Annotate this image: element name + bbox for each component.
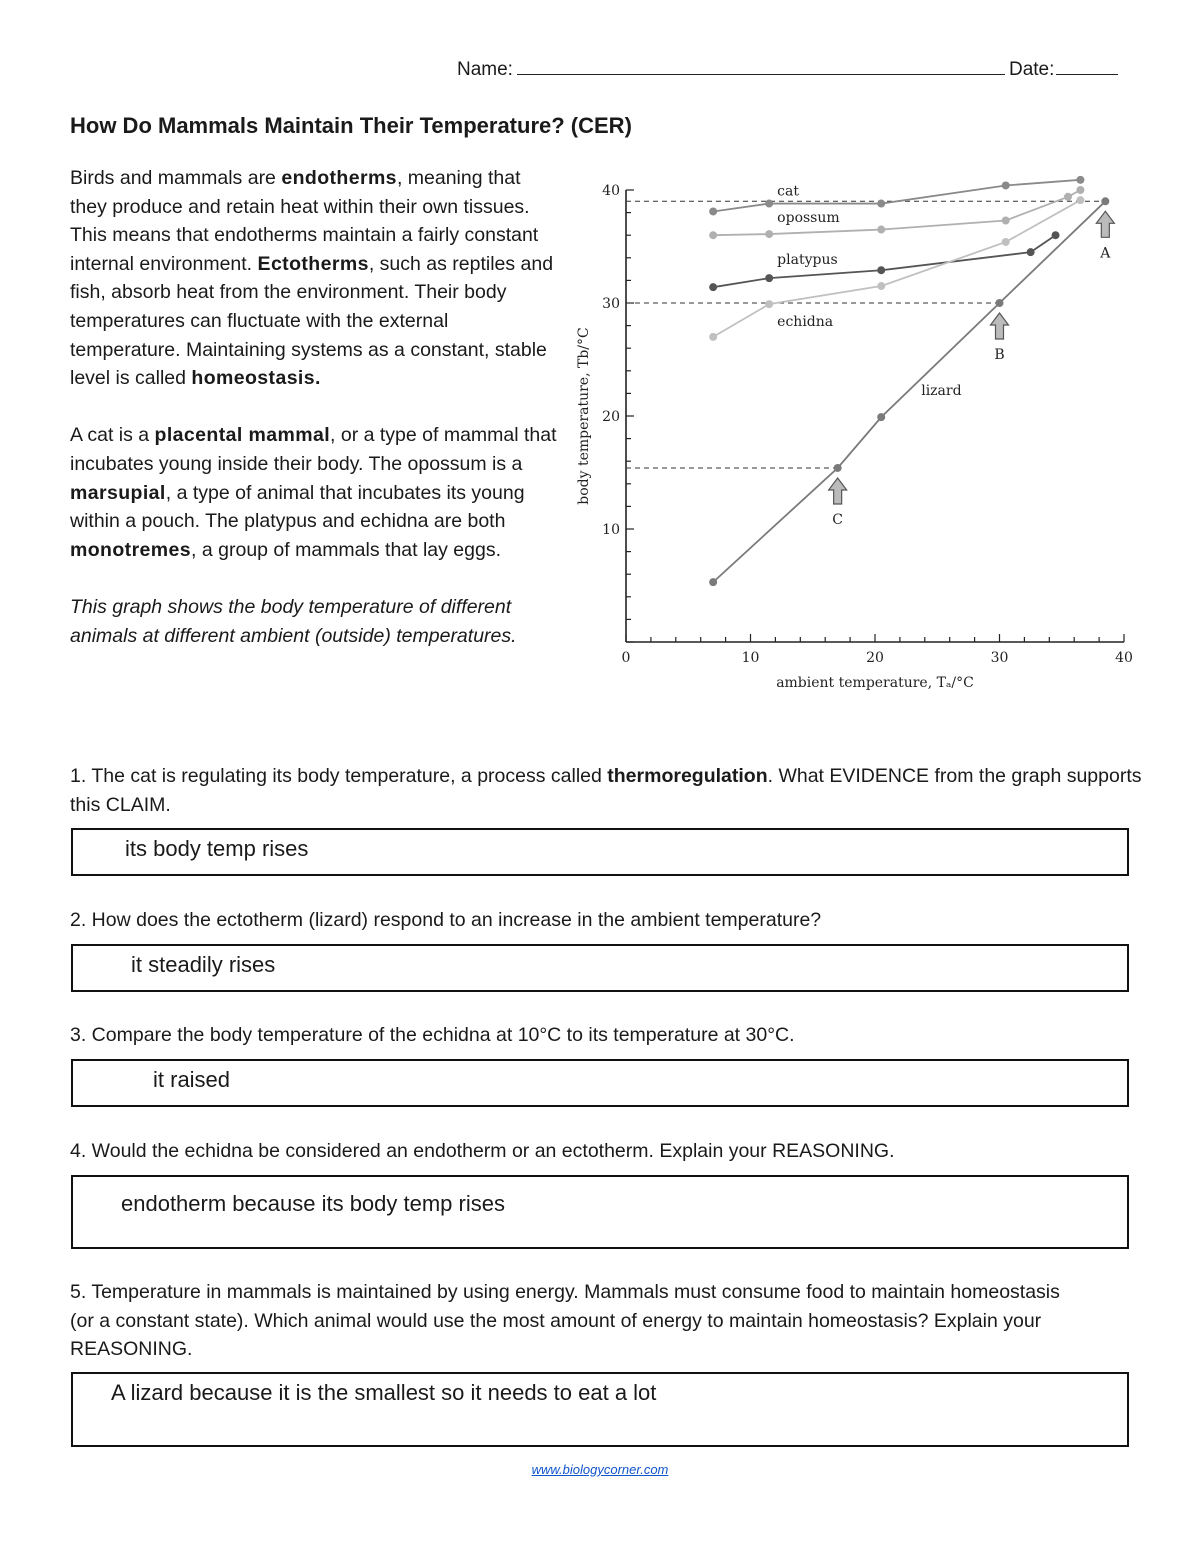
- data-point-lizard: [709, 578, 717, 586]
- data-point-lizard: [877, 413, 885, 421]
- page-title: How Do Mammals Maintain Their Temperature? (CER): [70, 113, 632, 138]
- question-3: 3. Compare the body temperature of the echidna at 10°C to its temperature at 30°C.: [70, 1024, 795, 1046]
- name-label: Name:: [457, 59, 513, 80]
- temperature-chart: [560, 160, 1150, 700]
- data-point-opossum: [1064, 193, 1072, 201]
- data-point-echidna: [709, 333, 717, 341]
- series-line-opossum: [713, 190, 1080, 235]
- data-point-platypus: [709, 283, 717, 291]
- marker-label-b: B: [994, 347, 1005, 363]
- y-tick-label: 30: [602, 296, 620, 312]
- name-field[interactable]: [517, 56, 1005, 75]
- y-axis-label: body temperature, Tb/°C: [576, 327, 592, 505]
- series-label-opossum: opossum: [777, 210, 840, 227]
- chart-series: [626, 176, 1109, 586]
- marker-label-a: A: [1100, 245, 1111, 262]
- data-point-opossum: [1002, 217, 1010, 225]
- x-tick-label: 40: [1115, 650, 1133, 666]
- date-field[interactable]: [1056, 56, 1118, 75]
- question-2: 2. How does the ectotherm (lizard) respond to an increase in the ambient temperature?: [70, 909, 822, 931]
- answer-box-2[interactable]: [71, 944, 1129, 992]
- graph-caption: This graph shows the body temperature of different animals at different ambient (outside) temperatures.: [70, 595, 517, 647]
- question-1: 1. The cat is regulating its body temperature, a process called thermoregulation. What EVIDENCE from the graph supports this CLAIM.: [70, 765, 1142, 816]
- intro-paragraph-2: A cat is a placental mammal, or a type of mammal that incubates young inside their body. The opossum is a marsupial, a type of animal that incubates its young within a pouch. The platypus and echidna are both monotremes, a group of mammals that lay eggs.: [70, 424, 557, 561]
- data-point-platypus: [1052, 231, 1060, 239]
- answer-box-4[interactable]: [71, 1175, 1129, 1249]
- date-label: Date:: [1008, 59, 1055, 80]
- data-point-opossum: [877, 226, 885, 234]
- answer-text-4: endotherm because its body temp rises: [121, 1191, 505, 1216]
- y-tick-label: 10: [602, 522, 620, 538]
- data-point-platypus: [1027, 248, 1035, 256]
- series-line-lizard: [713, 201, 1105, 582]
- x-tick-label: 0: [621, 650, 631, 666]
- data-point-echidna: [877, 282, 885, 290]
- marker-arrow-a: [1096, 211, 1114, 237]
- answer-text-3: it raised: [153, 1067, 231, 1092]
- answer-box-5[interactable]: [71, 1372, 1129, 1447]
- data-point-lizard: [996, 299, 1004, 307]
- series-label-lizard: lizard: [921, 383, 962, 400]
- data-point-opossum: [1076, 186, 1084, 194]
- answer-box-3[interactable]: [71, 1059, 1129, 1107]
- name-date-header: [457, 56, 1118, 81]
- chart-axes: [576, 183, 1133, 691]
- data-point-cat: [1076, 176, 1084, 184]
- data-point-lizard: [834, 464, 842, 472]
- intro-paragraph-1: Birds and mammals are endotherms, meaning that they produce and retain heat within their own tissues. This means that endotherms maintain a fairly constant internal environment. Ectotherms, such as reptiles and fish, absorb heat from the environment. Their body temperatures can fluctuate with the external temperature. Maintaining systems as a constant, stable level is called homeostasis.: [70, 167, 554, 390]
- x-tick-label: 10: [741, 650, 760, 666]
- data-point-echidna: [1002, 238, 1010, 246]
- intro-text: [70, 164, 560, 679]
- answer-text-1: its body temp rises: [125, 836, 309, 861]
- data-point-opossum: [765, 230, 773, 238]
- series-label-cat: cat: [777, 183, 800, 200]
- series-label-echidna: echidna: [777, 314, 834, 331]
- footer: [0, 1462, 1200, 1477]
- data-point-echidna: [765, 300, 773, 308]
- data-point-platypus: [765, 274, 773, 282]
- x-tick-label: 30: [990, 650, 1009, 666]
- x-axis-label: ambient temperature, Tₐ/°C: [776, 675, 974, 691]
- data-point-opossum: [709, 231, 717, 239]
- marker-arrow-b: [991, 313, 1009, 339]
- data-point-echidna: [1076, 196, 1084, 204]
- data-point-platypus: [877, 266, 885, 274]
- series-label-platypus: platypus: [777, 252, 838, 269]
- question-5: 5. Temperature in mammals is maintained by using energy. Mammals must consume food to maintain homeostasis (or a constant state). Which animal would use the most amount of energy to maintain homeostasis? Explain your REASONING.: [70, 1281, 1060, 1361]
- y-tick-label: 20: [602, 409, 620, 425]
- data-point-cat: [709, 207, 717, 215]
- marker-label-c: C: [832, 511, 844, 528]
- footer-link[interactable]: www.biologycorner.com: [531, 1462, 669, 1477]
- answer-box-1[interactable]: [71, 828, 1129, 876]
- y-tick-label: 40: [602, 183, 620, 199]
- question-4: 4. Would the echidna be considered an endotherm or an ectotherm. Explain your REASONING.: [70, 1140, 895, 1162]
- data-point-lizard: [1101, 197, 1109, 205]
- answer-text-5: A lizard because it is the smallest so it needs to eat a lot: [111, 1380, 657, 1405]
- marker-arrow-c: [829, 478, 847, 504]
- x-tick-label: 20: [866, 650, 884, 666]
- data-point-cat: [765, 200, 773, 208]
- answer-text-2: it steadily rises: [131, 952, 276, 977]
- data-point-cat: [877, 200, 885, 208]
- data-point-cat: [1002, 181, 1010, 189]
